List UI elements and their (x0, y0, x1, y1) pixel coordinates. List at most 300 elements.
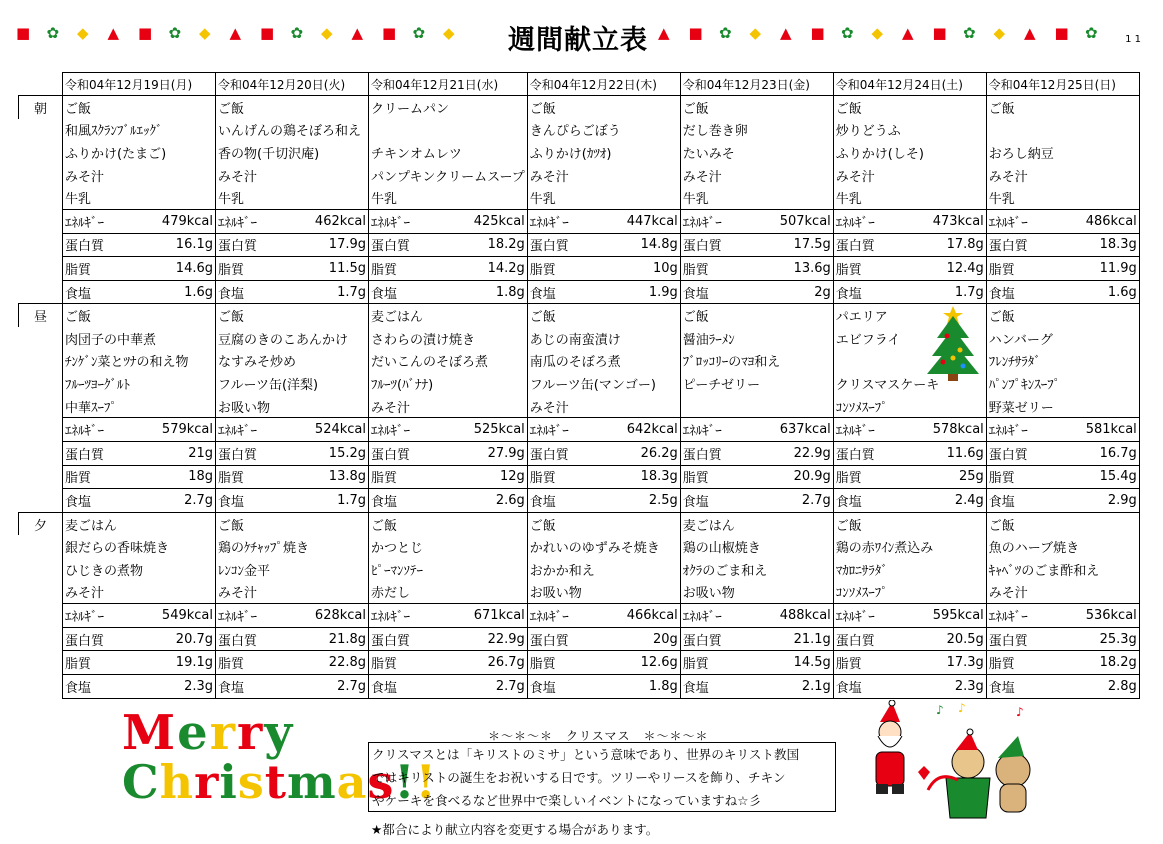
protein-value: 21g (138, 442, 216, 466)
fat-value: 12g (446, 465, 527, 489)
dish-item: 牛乳 (680, 186, 833, 209)
meal-label-spacer (19, 651, 63, 675)
salt-label: 食塩 (680, 280, 755, 304)
energy-value: 479kcal (138, 210, 216, 234)
dish-item: ｵｸﾗのごま和え (680, 558, 833, 581)
energy-value: 524kcal (291, 418, 369, 442)
protein-value: 15.2g (291, 442, 369, 466)
meal-label-spacer (19, 395, 63, 418)
protein-value: 20.5g (908, 627, 986, 651)
protein-value: 17.8g (908, 233, 986, 257)
dish-item: ﾌﾞﾛｯｺﾘｰのﾏﾖ和え (680, 350, 833, 373)
dish-item: みそ汁 (833, 164, 986, 187)
dish-item: みそ汁 (527, 164, 680, 187)
energy-label: ｴﾈﾙｷﾞｰ (216, 418, 291, 442)
gift-icon: ■ (260, 24, 275, 42)
energy-value: 473kcal (908, 210, 986, 234)
santa-hat-icon: ▲ (351, 24, 364, 42)
dish-item: ﾁﾝｹﾞﾝ菜とﾂﾅの和え物 (63, 350, 216, 373)
meal-label-spacer (19, 327, 63, 350)
meal-label-spacer (19, 604, 63, 628)
dish-item: ふりかけ(しそ) (833, 141, 986, 164)
salt-label: 食塩 (527, 280, 602, 304)
bell-icon: ◆ (993, 24, 1006, 42)
protein-value: 22.9g (446, 627, 527, 651)
dish-item: チキンオムレツ (369, 141, 528, 164)
gift-icon: ■ (688, 24, 703, 42)
gift-icon: ■ (932, 24, 947, 42)
meal-label-spacer (19, 186, 63, 209)
protein-label: 蛋白質 (986, 233, 1061, 257)
salt-label: 食塩 (63, 280, 138, 304)
dish-item: 南瓜のそぼろ煮 (527, 350, 680, 373)
dish-item: ご飯 (216, 512, 369, 535)
dish-item: ﾌﾚﾝﾁｻﾗﾀﾞ (986, 350, 1139, 373)
dish-item: みそ汁 (986, 164, 1139, 187)
energy-value: 486kcal (1061, 210, 1139, 234)
energy-value: 549kcal (138, 604, 216, 628)
protein-value: 25.3g (1061, 627, 1139, 651)
energy-label: ｴﾈﾙｷﾞｰ (986, 604, 1061, 628)
dish-item: 牛乳 (63, 186, 216, 209)
energy-value: 579kcal (138, 418, 216, 442)
energy-value: 466kcal (602, 604, 680, 628)
page-title: 週間献立表 (508, 25, 648, 56)
dish-item: ご飯 (527, 304, 680, 327)
energy-value: 425kcal (446, 210, 527, 234)
meal-label-spacer (19, 558, 63, 581)
energy-label: ｴﾈﾙｷﾞｰ (369, 210, 447, 234)
salt-value: 2.7g (291, 674, 369, 698)
meal-label-spacer (19, 465, 63, 489)
salt-value: 1.7g (291, 489, 369, 513)
dish-item: ひじきの煮物 (63, 558, 216, 581)
meal-label-spacer (19, 535, 63, 558)
dinner-row (19, 581, 1140, 604)
svg-text:♪: ♪ (958, 701, 966, 715)
dish-item: みそ汁 (527, 395, 680, 418)
dish-item: みそ汁 (369, 395, 528, 418)
dish-item: ご飯 (680, 304, 833, 327)
dish-item: ご飯 (833, 512, 986, 535)
meal-label-spacer (19, 489, 63, 513)
breakfast-row (19, 96, 1140, 119)
protein-label: 蛋白質 (63, 233, 138, 257)
page-number: 1 1 (1125, 34, 1141, 45)
dish-item: ｺﾝｿﾒｽｰﾌﾟ (833, 395, 986, 418)
christmas-heading: ＊～＊～＊ クリスマス ＊～＊～＊ (488, 729, 709, 743)
salt-label: 食塩 (680, 674, 755, 698)
energy-value: 581kcal (1061, 418, 1139, 442)
bell-icon: ◆ (77, 24, 89, 42)
protein-value: 20g (602, 627, 680, 651)
dish-item: みそ汁 (680, 164, 833, 187)
dish-item: 魚のハーブ焼き (986, 535, 1139, 558)
fat-value: 22.8g (291, 651, 369, 675)
dish-item: ﾏｶﾛﾆｻﾗﾀﾞ (833, 558, 986, 581)
day-date-header: 令和04年12月19日(月) (63, 73, 216, 96)
santa-hat-icon: ▲ (780, 24, 792, 42)
fat-value: 12.4g (908, 257, 986, 281)
dish-item: みそ汁 (216, 164, 369, 187)
dish-item: ご飯 (216, 304, 369, 327)
energy-label: ｴﾈﾙｷﾞｰ (833, 604, 908, 628)
fat-label: 脂質 (216, 651, 291, 675)
dinner-row (19, 674, 1140, 698)
meal-label-spacer (19, 418, 63, 442)
fat-value: 18.2g (1061, 651, 1139, 675)
energy-label: ｴﾈﾙｷﾞｰ (216, 604, 291, 628)
bell-icon: ◆ (443, 24, 455, 42)
holly-icon: ✿ (412, 24, 426, 42)
fat-label: 脂質 (527, 465, 602, 489)
salt-value: 2.9g (1061, 489, 1139, 513)
salt-value: 2.7g (446, 674, 527, 698)
energy-value: 447kcal (602, 210, 680, 234)
energy-label: ｴﾈﾙｷﾞｰ (63, 418, 138, 442)
salt-value: 1.7g (908, 280, 986, 304)
dish-item: ご飯 (986, 96, 1139, 119)
meal-label-spacer (19, 280, 63, 304)
energy-label: ｴﾈﾙｷﾞｰ (833, 210, 908, 234)
salt-value: 1.9g (602, 280, 680, 304)
protein-value: 21.8g (291, 627, 369, 651)
meal-label-spacer (19, 581, 63, 604)
fat-value: 12.6g (602, 651, 680, 675)
date-header-row (19, 73, 1140, 96)
fat-value: 18g (138, 465, 216, 489)
salt-label: 食塩 (63, 674, 138, 698)
protein-value: 11.6g (908, 442, 986, 466)
protein-value: 17.5g (755, 233, 833, 257)
salt-value: 2.3g (138, 674, 216, 698)
dish-item: 中華ｽｰﾌﾟ (63, 395, 216, 418)
breakfast-row (19, 141, 1140, 164)
energy-label: ｴﾈﾙｷﾞｰ (527, 418, 602, 442)
day-date-header: 令和04年12月25日(日) (986, 73, 1139, 96)
dish-item: ｷｬﾍﾞﾂのごま酢和え (986, 558, 1139, 581)
energy-value: 628kcal (291, 604, 369, 628)
lunch-row (19, 442, 1140, 466)
salt-label: 食塩 (369, 489, 447, 513)
holly-icon: ✿ (46, 24, 60, 42)
gift-icon: ■ (810, 24, 825, 42)
salt-label: 食塩 (527, 674, 602, 698)
christmas-line: やケーキを食べるなど世界中で楽しいイベントになっていますね☆彡 (372, 793, 762, 808)
header-corner (19, 73, 63, 96)
gift-icon: ■ (138, 24, 153, 42)
holly-icon: ✿ (290, 24, 304, 42)
energy-label: ｴﾈﾙｷﾞｰ (527, 210, 602, 234)
dish-item: ご飯 (63, 304, 216, 327)
dish-item: いんげんの鶏そぼろ和え (216, 119, 369, 142)
dish-item: ご飯 (833, 96, 986, 119)
fat-value: 11.9g (1061, 257, 1139, 281)
breakfast-row (19, 164, 1140, 187)
protein-label: 蛋白質 (680, 233, 755, 257)
protein-label: 蛋白質 (216, 442, 291, 466)
day-date-header: 令和04年12月23日(金) (680, 73, 833, 96)
holly-icon: ✿ (719, 24, 732, 42)
meal-label-spacer (19, 350, 63, 373)
salt-label: 食塩 (63, 489, 138, 513)
dish-item: ﾌﾙｰﾂ(ﾊﾞﾅﾅ) (369, 372, 528, 395)
fat-label: 脂質 (527, 651, 602, 675)
fat-label: 脂質 (986, 651, 1061, 675)
fat-value: 14.6g (138, 257, 216, 281)
protein-value: 16.1g (138, 233, 216, 257)
dish-item: だし巻き卵 (680, 119, 833, 142)
dish-item: みそ汁 (216, 581, 369, 604)
protein-value: 20.7g (138, 627, 216, 651)
dish-item: 銀だらの香味焼き (63, 535, 216, 558)
meal-label-spacer (19, 210, 63, 234)
protein-value: 17.9g (291, 233, 369, 257)
breakfast-row (19, 210, 1140, 234)
fat-label: 脂質 (369, 257, 447, 281)
dish-item: 豆腐のきのこあんかけ (216, 327, 369, 350)
salt-value: 2g (755, 280, 833, 304)
dish-item: 赤だし (369, 581, 528, 604)
salt-label: 食塩 (680, 489, 755, 513)
lunch-label: 昼 (19, 304, 63, 327)
breakfast-row (19, 280, 1140, 304)
protein-label: 蛋白質 (833, 233, 908, 257)
salt-value: 2.7g (138, 489, 216, 513)
weekly-menu-table (18, 72, 1140, 699)
svg-text:♪: ♪ (1016, 705, 1024, 719)
salt-value: 1.8g (602, 674, 680, 698)
santa-hat-icon: ▲ (229, 24, 242, 42)
energy-label: ｴﾈﾙｷﾞｰ (216, 210, 291, 234)
dish-item: 麦ごはん (680, 512, 833, 535)
dinner-row (19, 512, 1140, 535)
santa-hat-icon: ▲ (902, 24, 914, 42)
dish-item: パエリア (833, 304, 986, 327)
protein-label: 蛋白質 (369, 442, 447, 466)
dish-item: みそ汁 (986, 581, 1139, 604)
dish-item: 麦ごはん (369, 304, 528, 327)
dish-item: おかか和え (527, 558, 680, 581)
dish-item: パンプキンクリームスープ (369, 164, 528, 187)
dish-item: クリスマスケーキ (833, 372, 986, 395)
meal-label-spacer (19, 442, 63, 466)
dish-item (369, 119, 528, 142)
dish-item: ピーチゼリー (680, 372, 833, 395)
protein-label: 蛋白質 (216, 627, 291, 651)
fat-value: 18.3g (602, 465, 680, 489)
salt-label: 食塩 (369, 280, 447, 304)
dish-item: 野菜ゼリー (986, 395, 1139, 418)
protein-label: 蛋白質 (680, 627, 755, 651)
dish-item: ご飯 (986, 304, 1139, 327)
dish-item: 鶏の赤ﾜｲﾝ煮込み (833, 535, 986, 558)
bell-icon: ◆ (321, 24, 333, 42)
santa-hat-icon: ▲ (658, 24, 670, 42)
dinner-row (19, 558, 1140, 581)
protein-label: 蛋白質 (833, 442, 908, 466)
fat-label: 脂質 (986, 257, 1061, 281)
bell-icon: ◆ (871, 24, 884, 42)
fat-label: 脂質 (63, 651, 138, 675)
dish-item: 牛乳 (216, 186, 369, 209)
protein-label: 蛋白質 (986, 442, 1061, 466)
dish-item: お吸い物 (527, 581, 680, 604)
santa-hat-icon: ▲ (107, 24, 120, 42)
energy-label: ｴﾈﾙｷﾞｰ (680, 210, 755, 234)
energy-value: 488kcal (755, 604, 833, 628)
dish-item: たいみそ (680, 141, 833, 164)
fat-label: 脂質 (680, 651, 755, 675)
breakfast-label: 朝 (19, 96, 63, 119)
meal-label-spacer (19, 627, 63, 651)
dish-item: ふりかけ(ｶﾂｵ) (527, 141, 680, 164)
dish-item: さわらの漬け焼き (369, 327, 528, 350)
fat-label: 脂質 (833, 465, 908, 489)
dish-item: ﾊﾟﾝﾌﾟｷﾝｽｰﾌﾟ (986, 372, 1139, 395)
protein-label: 蛋白質 (369, 627, 447, 651)
dish-item: ご飯 (63, 96, 216, 119)
protein-label: 蛋白質 (369, 233, 447, 257)
dish-item: 麦ごはん (63, 512, 216, 535)
dish-item: 鶏の山椒焼き (680, 535, 833, 558)
dinner-row (19, 535, 1140, 558)
day-date-header: 令和04年12月20日(火) (216, 73, 369, 96)
dinner-label: 夕 (19, 512, 63, 535)
protein-value: 21.1g (755, 627, 833, 651)
protein-value: 27.9g (446, 442, 527, 466)
dish-item: 和風ｽｸﾗﾝﾌﾞﾙｴｯｸﾞ (63, 119, 216, 142)
fat-value: 19.1g (138, 651, 216, 675)
dish-item: フルーツ缶(洋梨) (216, 372, 369, 395)
salt-value: 1.6g (138, 280, 216, 304)
protein-label: 蛋白質 (63, 442, 138, 466)
salt-value: 2.4g (908, 489, 986, 513)
salt-label: 食塩 (986, 674, 1061, 698)
energy-value: 637kcal (755, 418, 833, 442)
breakfast-row (19, 119, 1140, 142)
lunch-row (19, 418, 1140, 442)
gift-icon: ■ (16, 24, 31, 42)
protein-label: 蛋白質 (63, 627, 138, 651)
salt-label: 食塩 (216, 674, 291, 698)
salt-value: 2.7g (755, 489, 833, 513)
protein-value: 18.2g (446, 233, 527, 257)
protein-label: 蛋白質 (680, 442, 755, 466)
energy-label: ｴﾈﾙｷﾞｰ (986, 418, 1061, 442)
protein-label: 蛋白質 (986, 627, 1061, 651)
dinner-row (19, 627, 1140, 651)
lunch-row (19, 395, 1140, 418)
dinner-row (19, 651, 1140, 675)
breakfast-row (19, 257, 1140, 281)
dish-item: 牛乳 (986, 186, 1139, 209)
gift-icon: ■ (382, 24, 397, 42)
protein-label: 蛋白質 (833, 627, 908, 651)
dish-item: かつとじ (369, 535, 528, 558)
christmas-line: クリスマスとは「キリストのミサ」という意味であり、世界のキリスト教国 (372, 747, 800, 762)
energy-label: ｴﾈﾙｷﾞｰ (680, 604, 755, 628)
santa-hat-icon: ▲ (1024, 24, 1036, 42)
fat-label: 脂質 (833, 651, 908, 675)
holly-icon: ✿ (841, 24, 854, 42)
fat-label: 脂質 (369, 465, 447, 489)
dish-item: ﾚﾝｺﾝ金平 (216, 558, 369, 581)
salt-label: 食塩 (833, 280, 908, 304)
protein-label: 蛋白質 (216, 233, 291, 257)
energy-value: 595kcal (908, 604, 986, 628)
fat-value: 13.8g (291, 465, 369, 489)
santa-bears-gift-illustration (858, 700, 1038, 820)
fat-label: 脂質 (833, 257, 908, 281)
salt-value: 2.1g (755, 674, 833, 698)
dish-item: ｺﾝｿﾒｽｰﾌﾟ (833, 581, 986, 604)
salt-value: 2.6g (446, 489, 527, 513)
fat-value: 17.3g (908, 651, 986, 675)
svg-text:♪: ♪ (936, 703, 944, 717)
dish-item: だいこんのそぼろ煮 (369, 350, 528, 373)
dish-item: ご飯 (216, 96, 369, 119)
christmas-tree-icon (925, 302, 981, 382)
dish-item: きんぴらごぼう (527, 119, 680, 142)
fat-value: 13.6g (755, 257, 833, 281)
salt-label: 食塩 (527, 489, 602, 513)
dish-item: 肉団子の中華煮 (63, 327, 216, 350)
salt-label: 食塩 (986, 489, 1061, 513)
salt-label: 食塩 (216, 280, 291, 304)
energy-value: 536kcal (1061, 604, 1139, 628)
meal-label-spacer (19, 233, 63, 257)
breakfast-row (19, 233, 1140, 257)
meal-label-spacer (19, 674, 63, 698)
merry-text: Merry (122, 705, 295, 761)
energy-label: ｴﾈﾙｷﾞｰ (63, 210, 138, 234)
fat-value: 26.7g (446, 651, 527, 675)
fat-label: 脂質 (216, 257, 291, 281)
salt-label: 食塩 (833, 674, 908, 698)
dish-item: ご飯 (369, 512, 528, 535)
christmas-line: ではキリストの誕生をお祝いする日です。ツリーやリースを飾り、チキン (372, 770, 786, 785)
fat-label: 脂質 (680, 257, 755, 281)
christmas-text: Christmas!! (122, 755, 437, 809)
protein-label: 蛋白質 (527, 442, 602, 466)
protein-value: 14.8g (602, 233, 680, 257)
energy-value: 507kcal (755, 210, 833, 234)
dish-item: みそ汁 (63, 581, 216, 604)
fat-label: 脂質 (216, 465, 291, 489)
dish-item: なすみそ炒め (216, 350, 369, 373)
fat-value: 11.5g (291, 257, 369, 281)
dish-item: ご飯 (527, 512, 680, 535)
dish-item: 牛乳 (369, 186, 528, 209)
salt-value: 2.5g (602, 489, 680, 513)
christmas-note-box (368, 742, 836, 812)
dish-item: 炒りどうふ (833, 119, 986, 142)
gift-icon: ■ (1054, 24, 1069, 42)
dish-item: フルーツ缶(マンゴー) (527, 372, 680, 395)
change-notice: ★都合により献立内容を変更する場合があります。 (371, 822, 659, 837)
energy-value: 578kcal (908, 418, 986, 442)
day-date-header: 令和04年12月22日(木) (527, 73, 680, 96)
energy-value: 671kcal (446, 604, 527, 628)
fat-value: 25g (908, 465, 986, 489)
dish-item: ご飯 (527, 96, 680, 119)
fat-value: 10g (602, 257, 680, 281)
meal-label-spacer (19, 372, 63, 395)
lunch-row (19, 489, 1140, 513)
energy-label: ｴﾈﾙｷﾞｰ (527, 604, 602, 628)
dish-item: ふりかけ(たまご) (63, 141, 216, 164)
